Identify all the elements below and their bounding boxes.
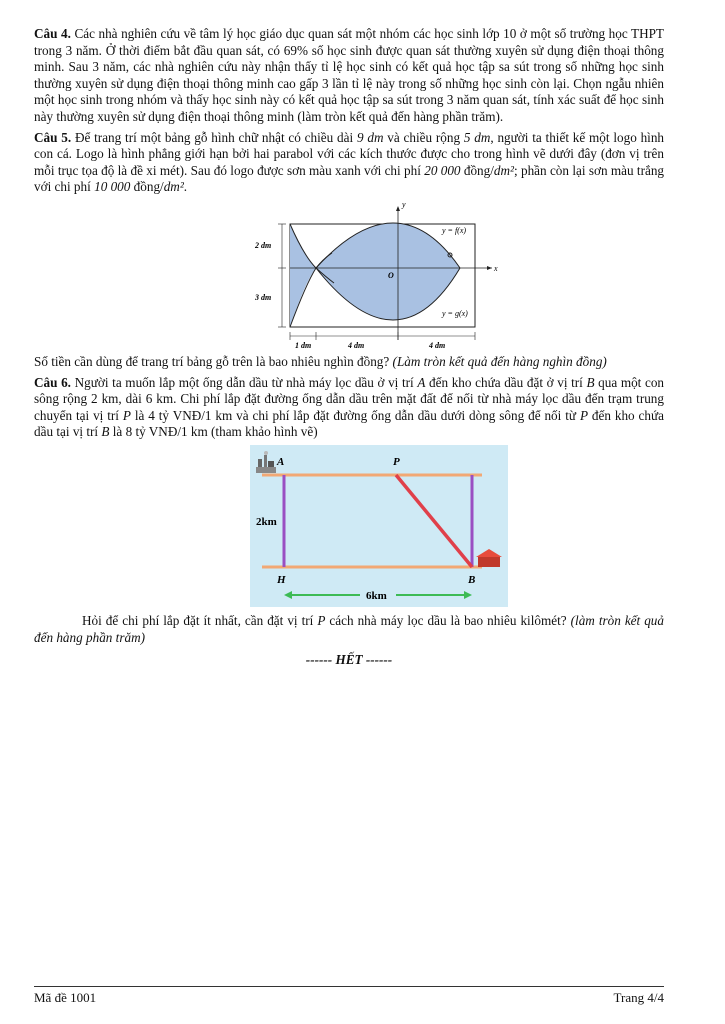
question-5 [34,130,664,196]
question-5-text-3: , người ta thiết kế một logo hình con cá. Logo là hình phẳng giới hạn bởi hai parabol với các kích thước được cho trong hình vẽ dưới đây (đơn vị trên mỗi trục tọa độ là đề xi mét). Sau đó logo được sơn màu xanh với chi phí [34,129,665,178]
x-axis-label: x [494,263,498,273]
point-p-2: P [579,407,589,423]
label-2km: 2km [256,515,277,528]
board-length: 9 dm [356,129,384,145]
question-6-text-5: đến kho chứa dầu tại vị trí [34,407,665,440]
dim-1dm: 1 dm [295,340,312,350]
question-4-text: Các nhà nghiên cứu về tâm lý học giáo dục quan sát một nhóm các học sinh lớp 10 ở một số trường học THPT trong 3 năm. Ở thời điểm bắt đầu quan sát, có 69% số học sinh được quan sát thường xuyên sử dụng điện thoại thông minh. Sau 3 năm, các nhà nghiên cứu này nhận thấy tỉ lệ học sinh có kết quả học tập sa sút trong số những học sinh thường xuyên sử dụng điện thoại thông minh cao gấp 3 lần tỉ lệ này trong số những học sinh còn lại. Chọn ngẫu nhiên một học sinh trong nhóm và thấy học sinh này có kết quả học tập sa sút trong 3 năm quan sát, tính xác suất để học sinh này thường xuyên sử dụng điện thoại thông minh (làm tròn kết quả đến hàng phần trăm). [34,26,664,124]
page-number: Trang 4/4 [613,990,664,1005]
question-5-text-6: đồng/ [130,179,164,195]
question-6-text-4: là 4 tỷ VNĐ/1 km và chi phí lắp đặt đường ống dẫn dầu dưới dòng sông để nối từ [130,407,580,423]
question-6-text-2: đến kho chứa dầu đặt ở vị trí [425,374,587,390]
g-label: y = g(x) [442,308,468,318]
question-6-ask-text-2: cách nhà máy lọc dầu là bao nhiêu kilômét? [325,612,571,628]
question-5-ask-note: (Làm tròn kết quả đến hàng nghìn đồng) [392,353,607,369]
cost-white: 10 000 [94,179,131,195]
question-6-ask-text-1: Hỏi để chi phí lắp đặt ít nhất, cần đặt vị trí [82,612,318,628]
label-b: B [468,573,476,586]
dim-4dm-right: 4 dm [429,340,446,350]
dim-2dm: 2 dm [255,240,272,250]
question-6-ask [34,613,664,646]
point-a: A [417,374,426,390]
cost-blue: 20 000 [424,162,461,178]
unit-1: dm² [493,162,514,178]
question-5-text-2: và chiều rộng [383,129,464,145]
question-6-label: Câu 6. [34,374,71,390]
exam-page [34,26,664,669]
question-5-ask-text: Số tiền cần dùng để trang trí bảng gỗ trên là bao nhiêu nghìn đồng? [34,353,393,369]
question-5-text-7: . [183,179,188,195]
point-p-ask: P [317,612,326,628]
dim-4dm-left: 4 dm [348,340,365,350]
exam-code: Mã đề 1001 [34,990,97,1005]
board-width: 5 dm [463,129,491,145]
question-5-ask [34,354,664,371]
pipeline-figure [250,445,508,607]
dim-3dm: 3 dm [255,292,272,302]
label-p: P [393,455,400,468]
label-a: A [277,455,285,468]
question-6-text-1: Người ta muốn lắp một ống dẫn dầu từ nhà máy lọc dầu ở vị trí [74,374,418,390]
question-5-text-5: ; phần còn lại sơn màu trắng với chi phí [34,162,665,195]
question-5-text-1: Để trang trí một bảng gỗ hình chữ nhật có chiều dài [74,129,357,145]
unit-2: dm² [163,179,184,195]
origin-label: O [388,270,394,280]
f-label: y = f(x) [442,225,467,235]
question-5-text-4: đồng/ [460,162,494,178]
page-footer [34,986,664,1007]
question-6-ask-note: (làm tròn kết quả đến hàng phần trăm) [34,612,664,645]
y-axis-label: y [402,199,406,209]
question-6 [34,375,664,441]
question-6-text-3: qua một con sông rộng 2 km, dài 6 km. Chi phí lắp đặt đường ống dẫn dầu trên mặt đất để nối từ nhà máy lọc dầu đến trạm trung chuyển tại vị trí [34,374,665,423]
question-4-label: Câu 4. [34,26,71,41]
end-marker: ------ HẾT ------ [305,652,393,668]
question-5-label: Câu 5. [34,129,72,145]
point-b: B [586,374,595,390]
point-b-2: B [101,424,110,440]
label-6km: 6km [366,589,387,602]
point-p: P [122,407,131,423]
label-h: H [277,573,286,586]
question-6-text-6: là 8 tỷ VNĐ/1 km (tham khảo hình vẽ) [109,424,318,440]
question-4 [34,26,664,126]
fish-logo-figure [254,198,514,350]
